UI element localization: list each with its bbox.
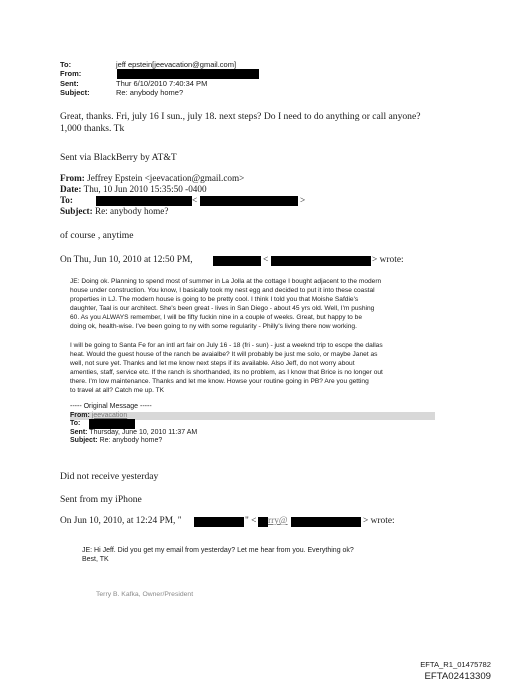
- redaction-block: [213, 256, 261, 266]
- quote-intro-2: On Jun 10, 2010, at 12:24 PM, " " < rry@ > wrote:: [60, 516, 395, 526]
- redaction-block: [271, 256, 371, 266]
- signature: Terry B. Kafka, Owner/President: [96, 591, 194, 598]
- redaction-block: [117, 69, 259, 79]
- quoted-line: daughter, Taal is our architect. She's been great - lives in San Diego - about 45 yrs old. Well, I'm pushing: [70, 305, 375, 312]
- from-label: From:: [60, 69, 82, 78]
- sender-link[interactable]: jeevacation: [91, 411, 128, 419]
- quoted-line: JE: Hi Jeff. Did you get my email from yesterday? Let me hear from you. Everything ok?: [82, 547, 354, 554]
- from-line: From: Jeffrey Epstein <jeevacation@gmail.com>: [60, 173, 245, 183]
- message-body-1: [60, 111, 421, 135]
- quoted-line: amenties, staff, service etc. If the ranch is shorthanded, its no problem, as I know that Brice is no longer out: [70, 369, 383, 376]
- document-ref: EFTA02413309: [424, 671, 491, 682]
- sent-label: Sent:: [60, 79, 79, 88]
- quoted-line: Best, TK: [82, 556, 109, 563]
- redaction-block: [96, 196, 192, 206]
- to-value: jeff epstein[jeevacation@gmail.com]: [116, 60, 237, 69]
- quoted-line: JE: Doing ok. Planning to spend most of summer in La Jolla at the cottage I bought adjacent to the modern: [70, 278, 382, 285]
- quoted-line: house under construction. You know, I basically took my nest egg and decided to put it into these coastal: [70, 287, 375, 294]
- subject-line: Subject: Re: anybody home?: [60, 206, 169, 216]
- quoted-line: 60. As you ALWAYS remember, I will be fifty fuckin nine in a couple of weeks. Great, but happy to be: [70, 314, 362, 321]
- email-header-2: [60, 173, 306, 217]
- document-ref: EFTA_R1_01475782: [420, 660, 491, 669]
- quoted-line: well, not sure yet. Thanks and let me know next steps if its available. Also Jeff, do not worry about: [70, 360, 355, 367]
- to-line: To: < >: [60, 195, 306, 205]
- date-line: Date: Thu, 10 Jun 2010 15:35:50 -0400: [60, 184, 207, 194]
- quoted-line: I will be going to Santa Fe for an intl art fair on July 16 - 18 (fri - sun) - just a weeknd trip to escpe the dallas: [70, 342, 383, 349]
- quoted-line: to travel at all? Catch me up. TK: [70, 387, 165, 394]
- to-line: To:: [70, 420, 470, 429]
- redaction-block: [194, 517, 244, 527]
- redaction-block: [200, 196, 298, 206]
- original-message-divider: ----- Original Message -----: [70, 403, 152, 410]
- subject-line: Subject: Re: anybody home?: [70, 437, 163, 445]
- from-line: From: jeevacation: [70, 412, 435, 421]
- quote-intro-1: On Thu, Jun 10, 2010 at 12:50 PM, < > wrote:: [60, 255, 404, 265]
- quoted-line: there. I'm low maintenance. Thanks and let me know. Howse your routine going in PB? Are you getting: [70, 378, 369, 385]
- message-line: 1,000 thanks. Tk: [60, 123, 125, 134]
- reply-text: of course , anytime: [60, 230, 134, 241]
- quoted-line: heat. Would the guest house of the ranch be avaialbe? It will probably be just me solo, or maybe Janet as: [70, 351, 378, 358]
- subject-label: Subject:: [60, 88, 90, 97]
- message-line: Sent from my iPhone: [60, 494, 142, 505]
- email-link[interactable]: rry@: [268, 516, 288, 526]
- redaction-block: [291, 517, 361, 527]
- quoted-line: doing ok, health-wise. I've been going to ny with some regularity - Philly's living there now working.: [70, 323, 357, 330]
- subject-value: Re: anybody home?: [116, 88, 184, 97]
- quoted-paragraph-1: [70, 277, 381, 331]
- message-line: Great, thanks. Fri, july 16 I sun., july 18. next steps? Do I need to do anything or call anyone?: [60, 111, 421, 122]
- sent-via-line: Sent via BlackBerry by AT&T: [60, 152, 177, 163]
- sent-line: Sent: Thursday, June 10, 2010 11:37 AM: [70, 428, 198, 436]
- original-message-block: [70, 403, 470, 446]
- message-line: Did not receive yesterday: [60, 471, 159, 482]
- quoted-message-2: [82, 546, 354, 564]
- quoted-paragraph-2: [70, 341, 383, 395]
- email-header-1: [60, 60, 360, 100]
- redaction-block: [89, 419, 135, 429]
- to-label: To:: [60, 60, 72, 69]
- sent-value: Thur 6/10/2010 7:40:34 PM: [116, 79, 208, 88]
- quoted-line: properties in LJ. The modern house is going to be pretty cool. I think I told you that Moishe Safdie's: [70, 296, 359, 303]
- redaction-block: [258, 517, 268, 527]
